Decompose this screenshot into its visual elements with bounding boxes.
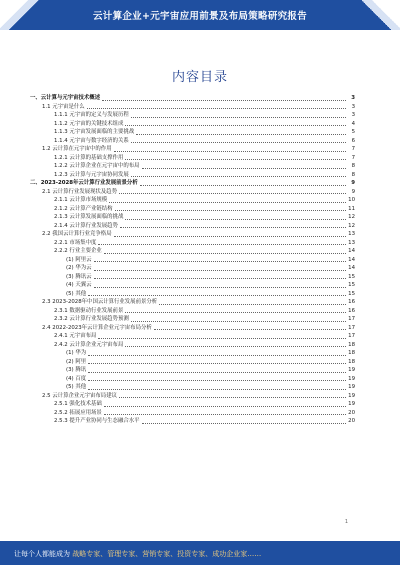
toc-entry-page: 14 (348, 256, 355, 263)
toc-leader-dots (88, 380, 346, 381)
toc-entry[interactable] (30, 349, 355, 358)
toc-entry-label: (1) 华为 (66, 350, 87, 356)
toc-entry[interactable] (30, 383, 355, 392)
toc-entry-page: 20 (348, 418, 355, 424)
report-title: 云计算企业+元宇宙应用前景及布局策略研究报告 (92, 11, 308, 22)
toc-leader-dots (94, 278, 346, 279)
toc-leader-dots (104, 414, 346, 415)
toc-entry[interactable] (30, 179, 355, 188)
toc-leader-dots (125, 219, 346, 220)
toc-entry[interactable] (30, 213, 355, 222)
toc-leader-dots (140, 185, 346, 186)
toc-entry[interactable] (30, 128, 355, 137)
toc-entry[interactable] (30, 154, 355, 163)
toc-leader-dots (115, 210, 346, 211)
toc-entry-label: 1.1 元宇宙是什么 (42, 103, 85, 110)
toc-leader-dots (98, 244, 346, 245)
toc-leader-dots (94, 270, 346, 271)
toc-entry-label: (4) 天翼云 (66, 282, 92, 288)
footer-slogan-highlight: 战略专家、管理专家、营销专家、投资专家、成功企业家…… (72, 550, 262, 558)
toc-entry-page: 19 (348, 367, 355, 373)
toc-entry[interactable] (30, 171, 355, 180)
toc-leader-dots (131, 321, 346, 322)
toc-entry-page: 4 (351, 120, 355, 127)
toc-entry-label: (5) 其他 (66, 290, 87, 297)
toc-leader-dots (114, 151, 346, 152)
toc-entry-label: 2.3 2023-2028年中国云计算行业发展前景分析 (42, 299, 158, 305)
toc-leader-dots (142, 168, 346, 169)
toc-leader-dots (136, 134, 346, 135)
toc-entry[interactable] (30, 281, 355, 290)
toc-leader-dots (119, 397, 346, 398)
toc-entry-page: 12 (348, 222, 355, 229)
toc-entry[interactable] (30, 264, 355, 273)
toc-entry-label: 2.3.1 数据驱动行业发展前景 (54, 307, 124, 314)
toc-entry-label: 2.5.3 提升产业协同与生态融合水平 (54, 418, 140, 424)
toc-entry[interactable] (30, 137, 355, 146)
toc-entry-label: 2.4.2 云计算企业元宇宙布局 (54, 341, 124, 348)
toc-entry[interactable] (30, 332, 355, 341)
toc-entry-label: (5) 其他 (66, 384, 87, 390)
toc-leader-dots (125, 159, 346, 160)
toc-entry-page: 9 (351, 188, 355, 195)
toc-leader-dots (120, 227, 346, 228)
toc-entry-page: 3 (351, 95, 355, 101)
toc-entry-page: 16 (348, 299, 355, 305)
toc-entry-label: 1.2.2 云计算企业在元宇宙中的布局 (54, 163, 140, 169)
toc-leader-dots (131, 142, 346, 143)
toc-entry-label: 一、云计算与元宇宙技术概述 (30, 95, 101, 101)
toc-entry[interactable] (30, 230, 355, 239)
toc-entry-page: 3 (351, 112, 355, 118)
toc-entry-label: 2.4.1 元宇宙布局 (54, 333, 97, 339)
toc-entry[interactable] (30, 247, 355, 256)
toc-heading: 内容目录 (171, 70, 228, 85)
toc-entry-label: 2.2.1 市场集中度 (54, 239, 97, 246)
toc-entry-page: 19 (348, 392, 355, 399)
toc-entry-page: 7 (351, 154, 355, 161)
toc-entry[interactable] (30, 290, 355, 299)
toc-leader-dots (104, 406, 346, 407)
toc-entry[interactable] (30, 103, 355, 112)
toc-entry-page: 8 (351, 163, 355, 169)
toc-entry-label: 二、2023-2028年云计算行业发展前景分析 (30, 180, 138, 186)
toc-entry-page: 6 (351, 137, 355, 144)
toc-leader-dots (102, 100, 346, 101)
toc-leader-dots (131, 117, 346, 118)
toc-entry-page: 13 (348, 239, 355, 246)
toc-entry-label: 1.2 云计算在元宇宙中的作用 (42, 146, 112, 152)
toc-entry-label: 2.5.1 强化技术基础 (54, 401, 102, 407)
toc-entry-label: 2.5 云计算企业元宇宙布局建议 (42, 392, 117, 399)
toc-entry[interactable] (30, 196, 355, 205)
toc-leader-dots (154, 329, 346, 330)
toc-leader-dots (94, 261, 346, 262)
toc-entry-label: 2.3.2 云计算行业发展趋势预测 (54, 316, 129, 322)
footer-band (0, 541, 400, 565)
toc-leader-dots (88, 363, 346, 364)
toc-entry-page: 15 (348, 282, 355, 288)
page-number: 1 (344, 519, 348, 525)
toc-entry-page: 18 (348, 341, 355, 348)
toc-leader-dots (142, 423, 346, 424)
toc-entry-page: 13 (348, 231, 355, 237)
toc-entry-label: 2.1.4 云计算行业发展趋势 (54, 222, 118, 229)
toc-entry-label: 2.4 2022-2023年云计算企业元宇宙布局分析 (42, 324, 152, 331)
toc-entry[interactable] (30, 188, 355, 197)
toc-entry[interactable] (30, 239, 355, 248)
toc-entry-page: 9 (351, 180, 355, 186)
toc-entry-page: 11 (348, 205, 355, 212)
toc-entry-label: 1.1.4 元宇宙与数字经济的关系 (54, 137, 129, 144)
toc-entry-label: 1.1.3 元宇宙发展面临的主要挑战 (54, 129, 135, 135)
toc-entry-label: 2.1 云计算行业发展现状及趋势 (42, 188, 117, 195)
toc-entry-page: 14 (348, 248, 355, 254)
toc-entry-page: 18 (348, 358, 355, 365)
toc-entry[interactable] (30, 366, 355, 375)
toc-entry-page: 17 (348, 333, 355, 339)
table-of-contents (30, 94, 355, 426)
toc-leader-dots (98, 338, 346, 339)
toc-entry-label: (1) 阿里云 (66, 256, 92, 263)
toc-leader-dots (159, 304, 346, 305)
toc-leader-dots (131, 176, 346, 177)
toc-entry[interactable] (30, 111, 355, 120)
toc-leader-dots (114, 236, 346, 237)
toc-leader-dots (88, 355, 346, 356)
toc-entry[interactable] (30, 162, 355, 171)
toc-entry-label: (3) 腾讯 (66, 367, 87, 373)
toc-entry-page: 17 (348, 316, 355, 322)
toc-entry-page: 5 (351, 129, 355, 135)
toc-entry[interactable] (30, 358, 355, 367)
toc-leader-dots (125, 312, 346, 313)
toc-entry-page: 19 (348, 401, 355, 407)
toc-entry[interactable] (30, 375, 355, 384)
toc-entry-page: 7 (351, 146, 355, 152)
toc-entry-page: 18 (348, 350, 355, 356)
toc-leader-dots (88, 372, 346, 373)
footer-slogan (14, 549, 261, 559)
toc-entry-label: 1.1.2 元宇宙的关键技术组成 (54, 120, 124, 127)
toc-entry-label: (2) 阿里 (66, 358, 87, 365)
toc-leader-dots (88, 389, 346, 390)
toc-entry-page: 16 (348, 307, 355, 314)
toc-entry-page: 20 (348, 409, 355, 416)
toc-entry-label: (4) 百度 (66, 375, 87, 382)
toc-entry-label: (3) 腾讯云 (66, 273, 92, 280)
toc-entry[interactable] (30, 298, 355, 307)
toc-entry-label: 1.2.3 云计算与元宇宙协同发展 (54, 171, 129, 178)
toc-leader-dots (119, 193, 346, 194)
toc-entry-page: 14 (348, 265, 355, 271)
toc-entry-page: 15 (348, 273, 355, 280)
toc-entry[interactable] (30, 324, 355, 333)
toc-entry-page: 3 (351, 103, 355, 110)
toc-entry-page: 12 (348, 214, 355, 220)
toc-entry[interactable] (30, 315, 355, 324)
toc-leader-dots (88, 295, 346, 296)
toc-entry[interactable] (30, 273, 355, 282)
toc-leader-dots (125, 125, 346, 126)
toc-entry[interactable] (30, 307, 355, 316)
footer-slogan-lead: 让每个人都能成为 (14, 550, 70, 558)
toc-entry[interactable] (30, 417, 355, 426)
toc-entry[interactable] (30, 222, 355, 231)
toc-leader-dots (87, 108, 346, 109)
toc-entry-page: 15 (348, 290, 355, 297)
toc-entry-label: 1.1.1 元宇宙的定义与发展历程 (54, 112, 129, 118)
toc-entry-label: 1.2.1 云计算的基础支撑作用 (54, 154, 124, 161)
toc-leader-dots (94, 287, 346, 288)
toc-entry[interactable] (30, 341, 355, 350)
header-band (0, 0, 400, 30)
toc-leader-dots (125, 346, 346, 347)
toc-entry-page: 19 (348, 384, 355, 390)
toc-entry[interactable] (30, 145, 355, 154)
toc-leader-dots (104, 253, 346, 254)
toc-entry[interactable] (30, 205, 355, 214)
toc-entry-label: 2.2.2 行业主要企业 (54, 248, 102, 254)
toc-entry-label: 2.1.2 云计算产业链结构 (54, 205, 113, 212)
toc-entry-label: 2.2 我国云计算行业竞争格局 (42, 231, 112, 237)
toc-entry-page: 19 (348, 375, 355, 382)
toc-entry-page: 10 (348, 197, 355, 203)
toc-entry[interactable] (30, 409, 355, 418)
toc-entry-label: 2.1.3 云计算发展面临的挑战 (54, 214, 124, 220)
toc-entry[interactable] (30, 94, 355, 103)
toc-entry[interactable] (30, 120, 355, 129)
toc-leader-dots (109, 202, 346, 203)
toc-entry-label: 2.1.1 云计算市场规模 (54, 197, 108, 203)
toc-entry-page: 17 (348, 324, 355, 331)
toc-entry[interactable] (30, 400, 355, 409)
toc-entry[interactable] (30, 256, 355, 265)
toc-entry-page: 8 (351, 171, 355, 178)
toc-entry[interactable] (30, 392, 355, 401)
toc-entry-label: (2) 华为云 (66, 265, 92, 271)
toc-entry-label: 2.5.2 拓展应用场景 (54, 409, 102, 416)
